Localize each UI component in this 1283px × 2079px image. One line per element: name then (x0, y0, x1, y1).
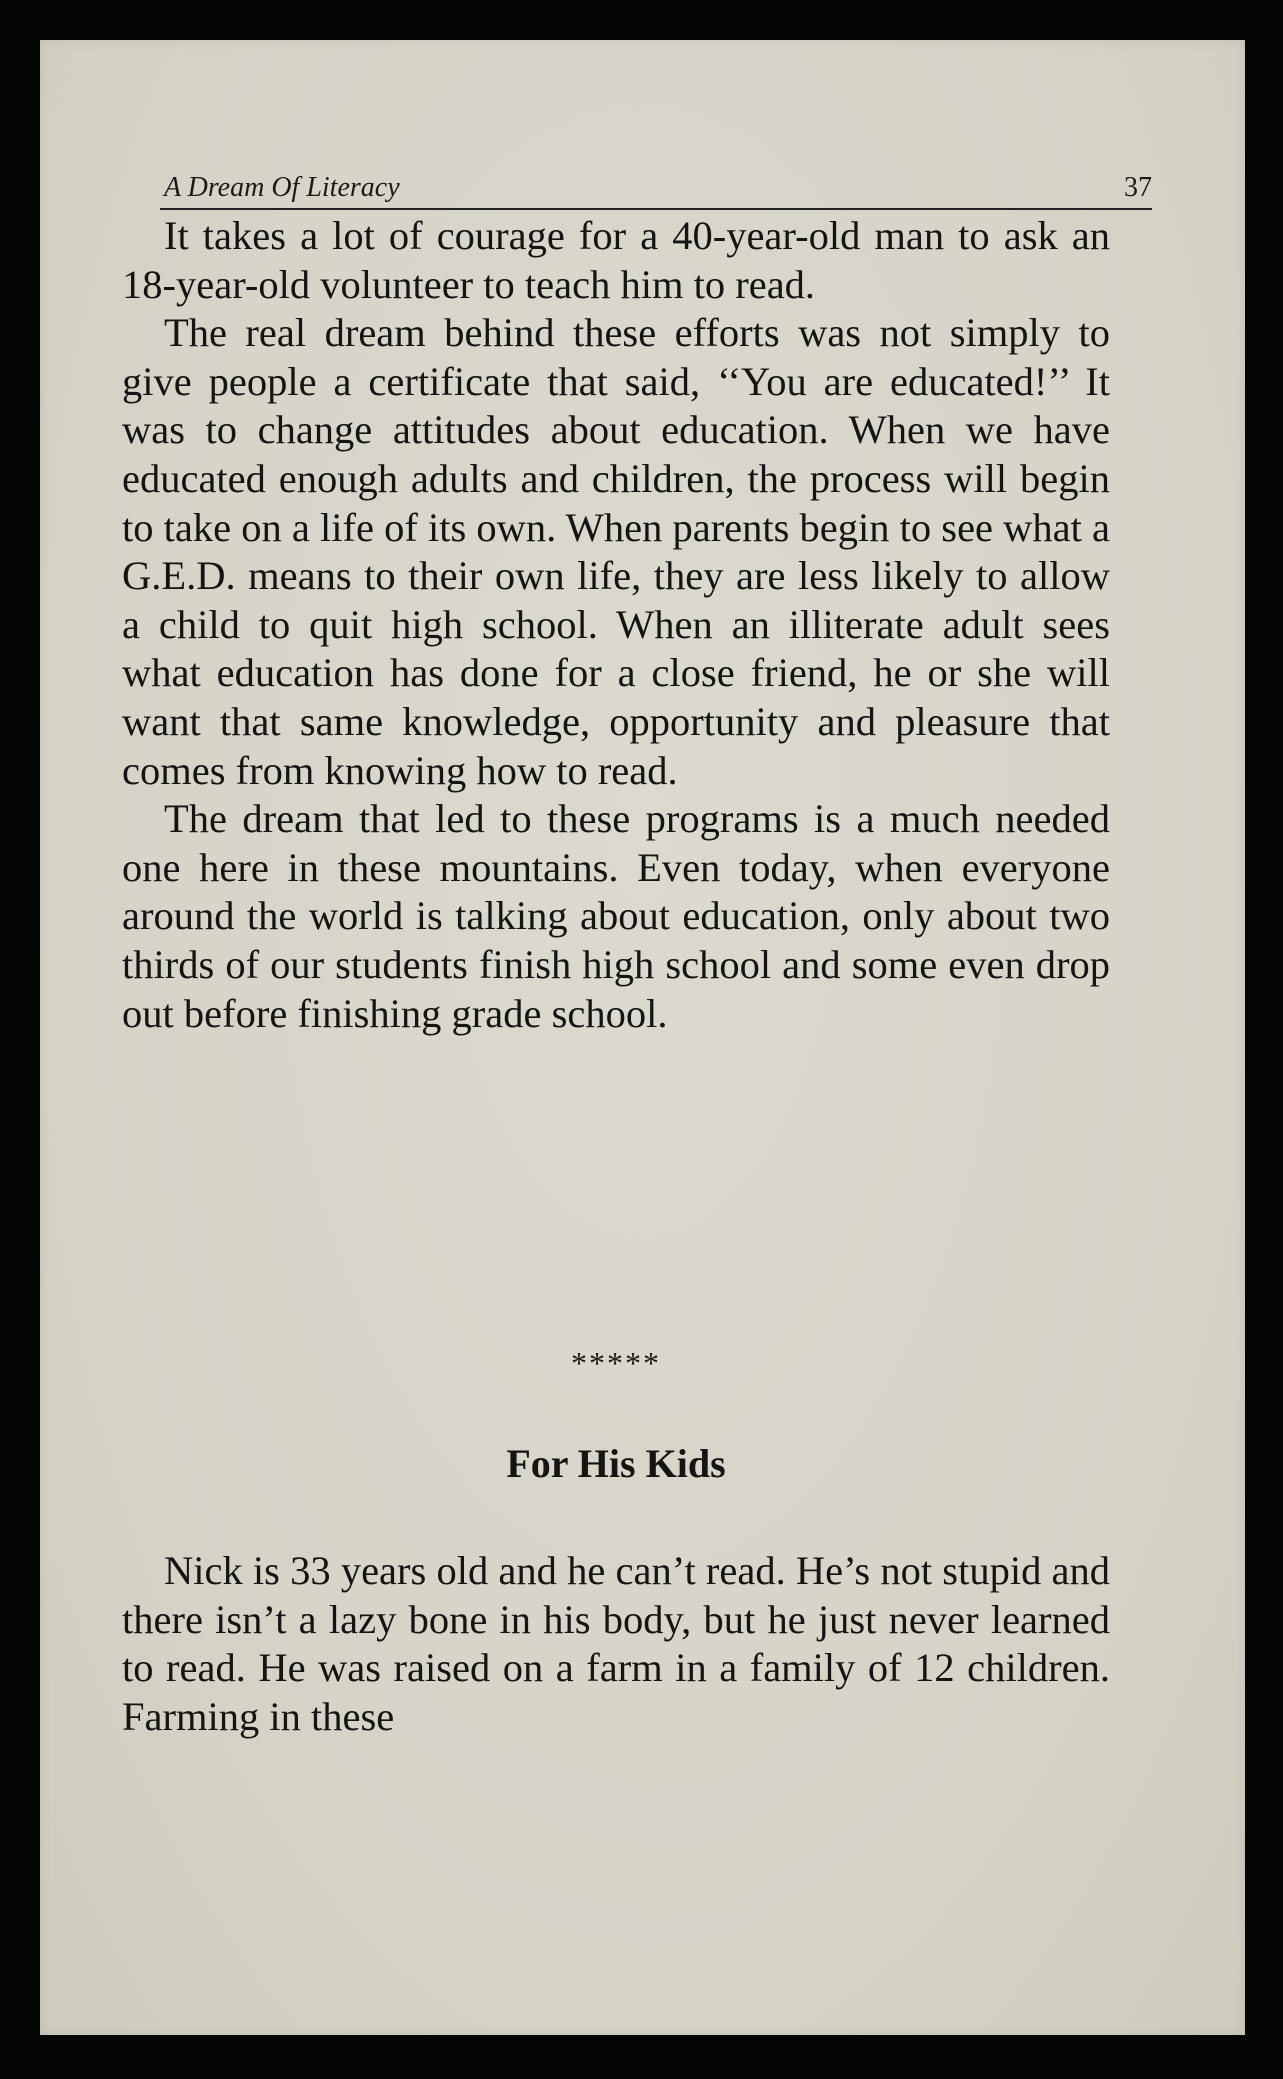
section-body-text (122, 1547, 1110, 1741)
body-text (122, 212, 1110, 1038)
paragraph: The real dream behind these efforts was not simply to give people a certificate that said, ‘‘You are educated!’’ It was to change attitudes about education. When we have educated enough adults and children, the process will begin to take on a life of its own. When parents begin to see what a G.E.D. means to their own life, they are less likely to allow a child to quit high school. When an illiterate adult sees what education has done for a close friend, he or she will want that same knowledge, opportunity and pleasure that comes from knowing how to read. (122, 310, 1110, 793)
running-head-title: A Dream Of Literacy (164, 172, 400, 203)
paragraph: The dream that led to these programs is a much needed one here in these mountains. Even today, when everyone around the world is talking about education, only about two thirds of our students finish high school and some even drop out before finishing grade school. (122, 796, 1110, 1036)
paragraph: Nick is 33 years old and he can’t read. He’s not stupid and there isn’t a lazy bone in his body, but he just never learned to read. He was raised on a farm in a family of 12 children. Farming in these (122, 1548, 1110, 1739)
paragraph: It takes a lot of courage for a 40-year-old man to ask an 18-year-old volunteer to teach him to read. (122, 213, 1110, 307)
section-break-ornament: ***** (571, 1345, 661, 1381)
running-head (160, 170, 1152, 210)
page-number: 37 (1124, 172, 1152, 203)
section-heading: For His Kids (506, 1441, 726, 1486)
